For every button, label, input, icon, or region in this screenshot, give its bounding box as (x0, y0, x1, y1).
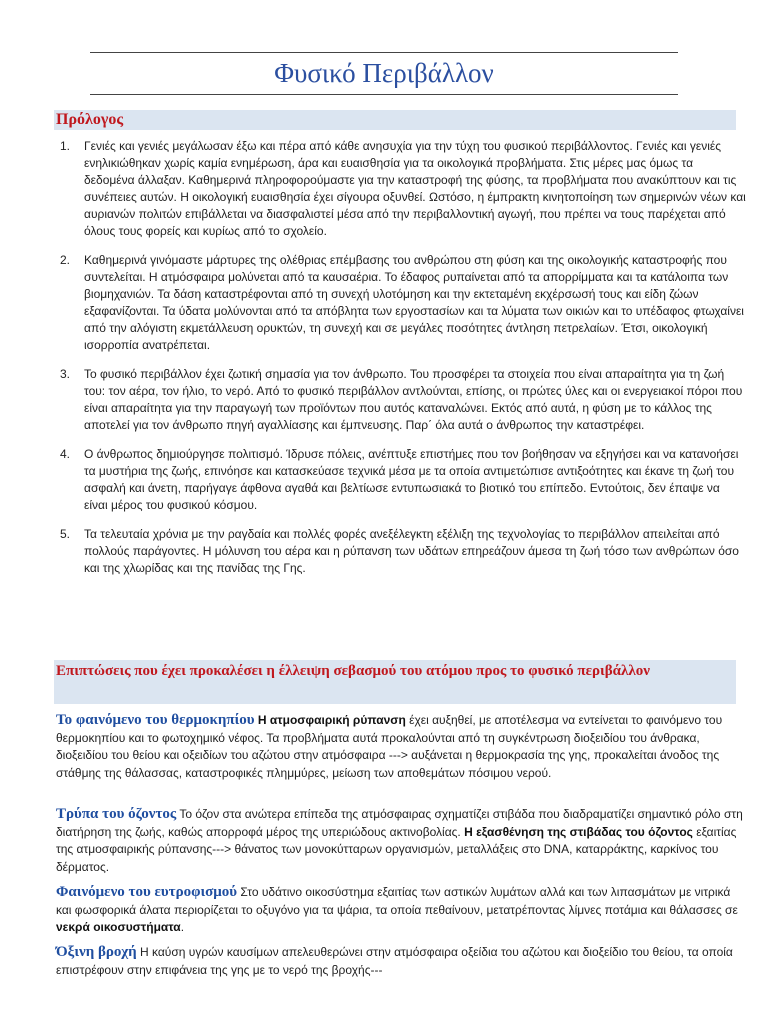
prologue-item-number: 1. (60, 139, 71, 153)
prologue-item (56, 366, 746, 434)
eutrophication-text-2: . (180, 920, 185, 934)
prologue-item-text: Καθημερινά γινόμαστε μάρτυρες της ολέθριας επέμβασης του ανθρώπου στη φύση και της οικολογικής καταστροφής που συντελείται. Η ατμόσφαιρα μολύνεται από τα καυσαέρια. Το έδαφος ρυπαίνεται από τα απορρίμματα και τα κατάλοιπα των βιομηχανιών. Τα δάση καταστρέφονται από τη συνεχή υλοτόμηση και την εκτεταμένη εκχέρσωσή τους και είδη ζώων εξαφανίζονται. Τα ύδατα μολύνονται από τα απόβλητα των εργοστασίων και τα λύματα των οικιών και το υπέδαφος φτωχαίνει από την αλόγιστη εκμετάλλευση ορυκτών, τη συνεχή και σε μεγάλες ποσότητες άντληση πετρελαίων. Έτσι, οικολογική ισορροπία ανατρέπεται. (84, 253, 744, 352)
prologue-list (56, 138, 746, 589)
ozone-text-2: εξαιτίας της ατμοσφαιρικής ρύπανσης---> θάνατος των μονοκύτταρων οργανισμών, μεταλλάξεις στο DNA, καταρράκτης, καρκίνος του δέρματος. (56, 824, 737, 874)
prologue-item-text: Γενιές και γενιές μεγάλωσαν έξω και πέρα από κάθε ανησυχία για την τύχη του φυσικού περιβάλλοντος. Γενιές και γενιές ενηλικιώθηκαν χωρίς καμία ενημέρωση, άρα και ευαισθησία για τα οικολογικά προβλήματα. Στις μέρες μας όμως τα δεδομένα άλλαξαν. Καθημερινά πληροφορούμαστε για την καταστροφή της φύσης, τα προβλήματα που ανακύπτουν και τις συνέπειες αυτών. Η οικολογική ευαισθησία έχει σίγουρα οξυνθεί. Ωστόσο, η έμπρακτη κινητοποίηση των σημερινών νέων και αυριανών πολιτών επιβάλλεται να διασφαλιστεί μέσα από την περιβαλλοντική αγωγή, που πρέπει να τους παρέχεται από όλους τους φορείς και κυρίως από το σχολείο. (84, 139, 746, 238)
prologue-item-text: Ο άνθρωπος δημιούργησε πολιτισμό. Ίδρυσε πόλεις, ανέπτυξε επιστήμες που τον βοήθησαν να εξηγήσει και να κατανοήσει τα μυστήρια της ζωής, επινόησε και κατασκεύασε τεχνικά μέσα με τα οποία αντιμετώπισε αντιξοότητες και έκανε τη ζωή του ασφαλή και άνετη, παρήγαγε άφθονα αγαθά και βελτίωσε εντυπωσιακά το βιοτικό του επίπεδο. Εντούτοις, δεν έπαψε να είναι μέρος του φυσικού κόσμου. (84, 447, 739, 512)
prologue-item-number: 3. (60, 367, 71, 381)
greenhouse-paragraph (56, 712, 746, 782)
title-underline (90, 94, 678, 95)
ozone-bold: Η εξασθένηση της στιβάδας του όζοντος (464, 824, 693, 839)
acid-rain-paragraph (56, 944, 746, 979)
prologue-item-text: Το φυσικό περιβάλλον έχει ζωτική σημασία για τον άνθρωπο. Του προσφέρει τα στοιχεία που είναι απαραίτητα για τη ζωή του: τον αέρα, τον ήλιο, το νερό. Από το φυσικό περιβάλλον αντλούνται, επίσης, οι πρώτες ύλες και οι ενεργειακοί πόροι που είναι απαραίτητα για την παραγωγή των προϊόντων που αυτός καταναλώνει. Εκτός από αυτά, η φύση με το κάλλος της αποτελεί για τον άνθρωπο πηγή αγαλλίασης και έμπνευσης. Παρ΄ όλα αυτά ο άνθρωπος την καταστρέφει. (84, 367, 743, 432)
eutrophication-paragraph (56, 884, 746, 937)
acid-rain-title: Όξινη βροχή (56, 944, 137, 960)
ozone-title: Τρύπα του όζοντος (56, 806, 177, 822)
greenhouse-text: έχει αυξηθεί, με αποτέλεσμα να εντείνεται το φαινόμενο του θερμοκηπίου και το φωτοχημικό νέφος. Τα προβλήματα αυτά προκαλούνται από τη συγκέντρωση διοξειδίου του άνθρακα, διοξειδίου του θείου και οξειδίων του αζώτου στην ατμόσφαιρα ---> αυξάνεται η θερμοκρασία της γης, προκαλείται άνοδος της στάθμης της θάλασσας, καταστροφικές πλημμύρες, μείωση των αποθεμάτων πόσιμου νερού. (56, 713, 723, 780)
ozone-paragraph (56, 806, 746, 876)
prologue-item (56, 138, 746, 240)
greenhouse-bold: Η ατμοσφαιρική ρύπανση (257, 713, 406, 727)
ozone-text-1: Το όζον στα ανώτερα επίπεδα της ατμόσφαιρας σχηματίζει στιβάδα που διαδραματίζει σημαντικό ρόλο στη διατήρηση της ζωής, καθώς απορροφά μέρος της υπεριώδους ακτινοβολίας. (56, 807, 743, 839)
prologue-item-number: 4. (60, 447, 71, 461)
eutrophication-text-1: Στο υδάτινο οικοσύστημα εξαιτίας των αστικών λυμάτων αλλά και των λιπασμάτων με νιτρικά και φωσφορικά άλατα περιορίζεται το οξυγόνο για τα ψάρια, τα οποία πεθαίνουν, μετατρέποντας λίμνες ποτάμια και θάλασσες σε (56, 885, 738, 917)
prologue-item-number: 5. (60, 527, 71, 541)
eutrophication-title: Φαινόμενο του ευτροφισμού (56, 884, 238, 900)
prologue-item (56, 252, 746, 354)
prologue-item-number: 2. (60, 253, 71, 267)
prologue-heading: Πρόλογος (54, 110, 736, 130)
top-rule (90, 52, 678, 53)
prologue-item-text: Τα τελευταία χρόνια με την ραγδαία και πολλές φορές ανεξέλεγκτη εξέλιξη της τεχνολογίας το περιβάλλον απειλείται από πολλούς παράγοντες. Η μόλυνση του αέρα και η ρύπανση των υδάτων επηρεάζουν άμεσα τη ζωή τόσο των ανθρώπων όσο και της χλωρίδας και της πανίδας της Γης. (84, 527, 739, 575)
effects-heading: Επιπτώσεις που έχει προκαλέσει η έλλειψη σεβασμού του ατόμου προς το φυσικό περιβάλλον (54, 660, 736, 704)
greenhouse-title: Το φαινόμενο του θερμοκηπίου (56, 712, 255, 728)
eutrophication-bold: νεκρά οικοσυστήματα (56, 920, 181, 934)
prologue-item (56, 446, 746, 514)
page-title: Φυσικό Περιβάλλον (274, 58, 494, 88)
prologue-item (56, 526, 746, 577)
acid-rain-text: Η καύση υγρών καυσίμων απελευθερώνει στην ατμόσφαιρα οξείδια του αζώτου και διοξείδιο του θείου, τα οποία επιστρέφουν στην επιφάνεια της γης με το νερό της βροχής--- (56, 945, 733, 977)
